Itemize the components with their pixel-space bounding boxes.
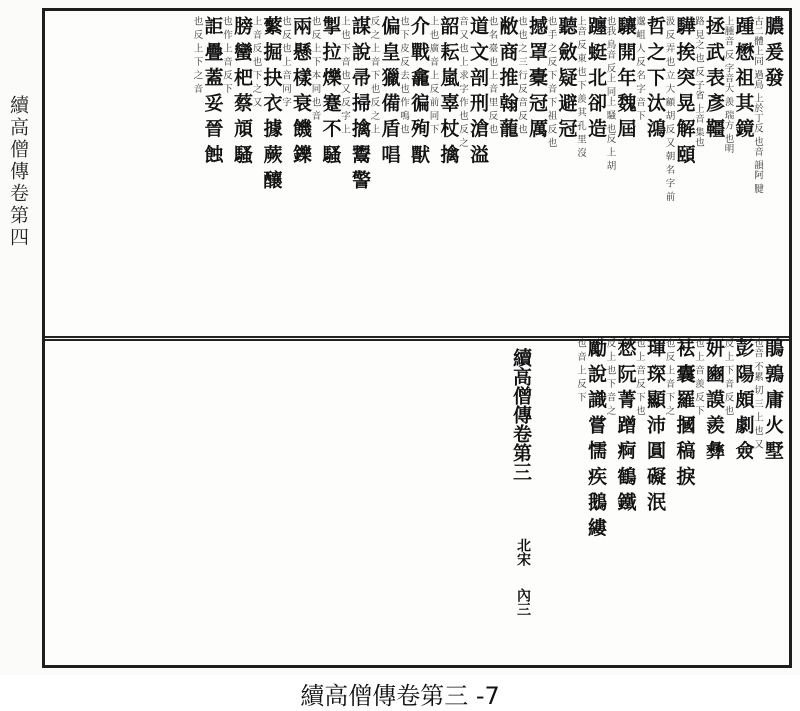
upper-text-block bbox=[60, 16, 782, 321]
top-column: 邈 岨 人 反 名 字 音 下 bbox=[634, 16, 645, 121]
top-column: 上 也 下 音 也 又 反 字 上 bbox=[339, 16, 350, 135]
top-column: 聽 斂 疑 避 冠 bbox=[555, 16, 578, 138]
top-column: 也 也 之 三 行 反 音 反 也 bbox=[516, 16, 527, 135]
top-column: 也 手 之 反 下 音 下 祖 反 也 bbox=[545, 16, 557, 148]
top-column: 上腫音 反 字音大 羨 瑞方 也明 bbox=[722, 16, 734, 154]
top-column: 反 之 上 音 下 也 反 之 上 bbox=[368, 16, 380, 135]
top-column: 汲 反 弄 也 立 大 顧 胡 反 又 朝 名 字 前 bbox=[663, 16, 675, 202]
bottom-column: 反 上 也 下 音 之 bbox=[604, 338, 616, 416]
top-column: 也 反 上 下 本 同 也 音 bbox=[309, 16, 321, 121]
top-column: 兩 懸 樣 衰 饑 鑠 bbox=[290, 16, 312, 164]
top-column: 躔 蜓 北 卻 造 bbox=[585, 16, 607, 138]
bottom-column: 也 上 音 羨 反 下 bbox=[693, 338, 704, 416]
end-title-tail2: 內三 bbox=[515, 588, 531, 616]
top-column: 也 名 臺 也 上 音 里 反 也 bbox=[486, 16, 498, 135]
bottom-column: 也音 不累 切 三 上 也 又 bbox=[752, 338, 763, 450]
bottom-column: 琿 琛 顯 沛 圓 礙 泯 bbox=[644, 338, 666, 511]
top-column: 介 戰 龕 徧 殉 獸 bbox=[408, 16, 430, 164]
lower-text-block bbox=[488, 338, 782, 660]
end-title-tail: 北宋 bbox=[515, 538, 531, 566]
margin-title: 續高僧傳卷第四 bbox=[7, 95, 29, 249]
bottom-column: 也 反 上 音 下 之 bbox=[663, 338, 675, 416]
top-column: 拯 武 表 彥 韁 bbox=[703, 16, 725, 138]
top-column: 音 又 也 上 求 字 作 也 反 之 bbox=[457, 16, 468, 148]
top-column: 撼 罩 橐 冠 厲 bbox=[526, 16, 548, 138]
top-column: 詎 疊 蓋 妥 晉 蝕 bbox=[201, 16, 224, 164]
top-column: 踵 懋 祖 其 鏡 bbox=[732, 16, 755, 138]
top-column: 蘩 掘 抉 衣 據 蕨 釀 bbox=[260, 16, 283, 189]
top-column: 膿 爰 發 bbox=[762, 16, 784, 87]
top-column: 偏 皇 獵 備 盾 唱 bbox=[378, 16, 401, 164]
bottom-column: 愁 阮 菁 蹭 痾 鶴 鐵 bbox=[614, 338, 637, 511]
top-column: 膀 蠻 杷 蔡 頏 騷 bbox=[231, 16, 253, 164]
top-column: 也 作 上 音 反 下 bbox=[221, 16, 232, 94]
top-column: 路 見之 也 反 子省 上音 集也 bbox=[693, 16, 704, 148]
top-column: 掣 拉 爍 蹇 不 騷 bbox=[319, 16, 342, 164]
top-column: 道 文 剖 刑 滄 溢 bbox=[467, 16, 489, 164]
top-column: 上 也 廣 音 上 反 前 同 下 bbox=[427, 16, 439, 135]
top-column: 韶 耘 嵐 辜 杖 擒 bbox=[437, 16, 460, 164]
top-column: 上 音 反 也 下 之 又 bbox=[250, 16, 262, 108]
end-title: 續高僧傳卷第三 bbox=[510, 348, 532, 481]
top-column: 哲 之 下 汰 鴻 bbox=[644, 16, 666, 138]
bottom-column: 反 上 下 音 反 也 bbox=[722, 338, 734, 416]
top-column: 謀 說 帚 掃 擒 鬻 警 bbox=[349, 16, 371, 189]
top-column: 也 反 上 下 之 音 bbox=[191, 16, 203, 94]
bottom-column: 妍 豳 謨 羨 彝 bbox=[703, 338, 725, 460]
top-column: 敝 商 推 翰 蘢 bbox=[496, 16, 519, 138]
bottom-column: 也 上 音 反 下 也 bbox=[634, 338, 645, 416]
top-column: 也 下 皮 反 去 也 作 鳴 也 bbox=[398, 16, 409, 135]
top-column: 也 反 也 上 音 同 字 bbox=[280, 16, 291, 108]
top-column: 驤 開 年 魏 屆 bbox=[614, 16, 637, 138]
end-title-block bbox=[500, 348, 530, 648]
bottom-column: 彭 陽 頗 劇 僉 bbox=[732, 338, 755, 460]
top-column: 驊 挨 突 晃 解 頤 bbox=[673, 16, 696, 164]
bottom-column: 鵑 鶉 庸 火 墅 bbox=[762, 338, 784, 460]
top-column: 也我 鳥音 反上 同上 騷 也反 上 胡 bbox=[604, 16, 616, 171]
bottom-column: 勵 說 識 嘗 懦 疾 鵝 縷 bbox=[585, 338, 607, 537]
top-column: 上音 反 東 也 下 羨 其 孔 里 沒 bbox=[575, 16, 586, 158]
bottom-column: 也 音 上 反 下 bbox=[575, 338, 586, 403]
bottom-column: 袪 囊 羅 摑 稿 捩 bbox=[673, 338, 696, 486]
top-column: 古二體上同 過鳥 上於丁反 也音 韻阿 腱 bbox=[752, 16, 763, 194]
page-footer: 續高僧傳卷第三 -7 bbox=[300, 682, 500, 710]
